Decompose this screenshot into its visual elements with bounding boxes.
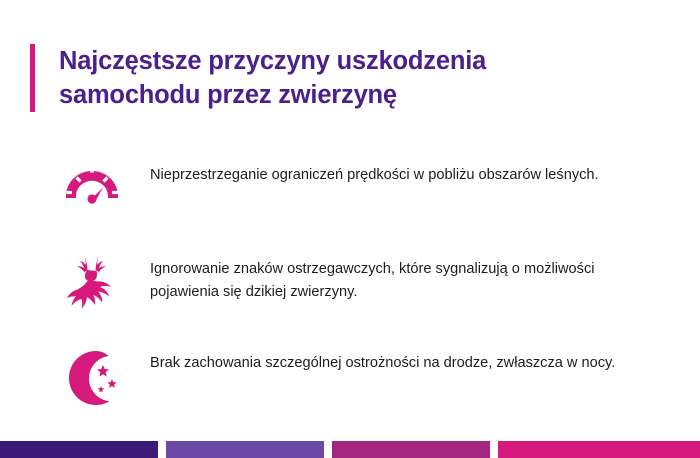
list-item-text: Nieprzestrzeganie ograniczeń prędkości w pobliżu obszarów leśnych. (150, 167, 599, 183)
list-item-text: Brak zachowania szczególnej ostrożności na drodze, zwłaszcza w nocy. (150, 355, 616, 371)
reasons-list (56, 156, 656, 416)
list-item (56, 344, 656, 416)
list-item (56, 250, 656, 322)
footer-color-bars (0, 441, 700, 458)
bar-violet (166, 441, 324, 458)
bar-magenta (332, 441, 490, 458)
title-accent-bar (30, 44, 35, 112)
list-item-text: Ignorowanie znaków ostrzegawczych, które sygnalizują o możliwości pojawienia się dzikiej zwierzyny. (150, 261, 595, 300)
moon-stars-icon (56, 344, 128, 410)
page-title: Najczęstsze przyczyny uszkodzenia samochodu przez zwierzynę (59, 47, 487, 109)
deer-icon (56, 250, 128, 316)
speedometer-icon (56, 156, 128, 222)
title-block (30, 44, 630, 112)
bar-pink (498, 441, 700, 458)
list-item (56, 156, 656, 228)
bar-dark-violet (0, 441, 158, 458)
